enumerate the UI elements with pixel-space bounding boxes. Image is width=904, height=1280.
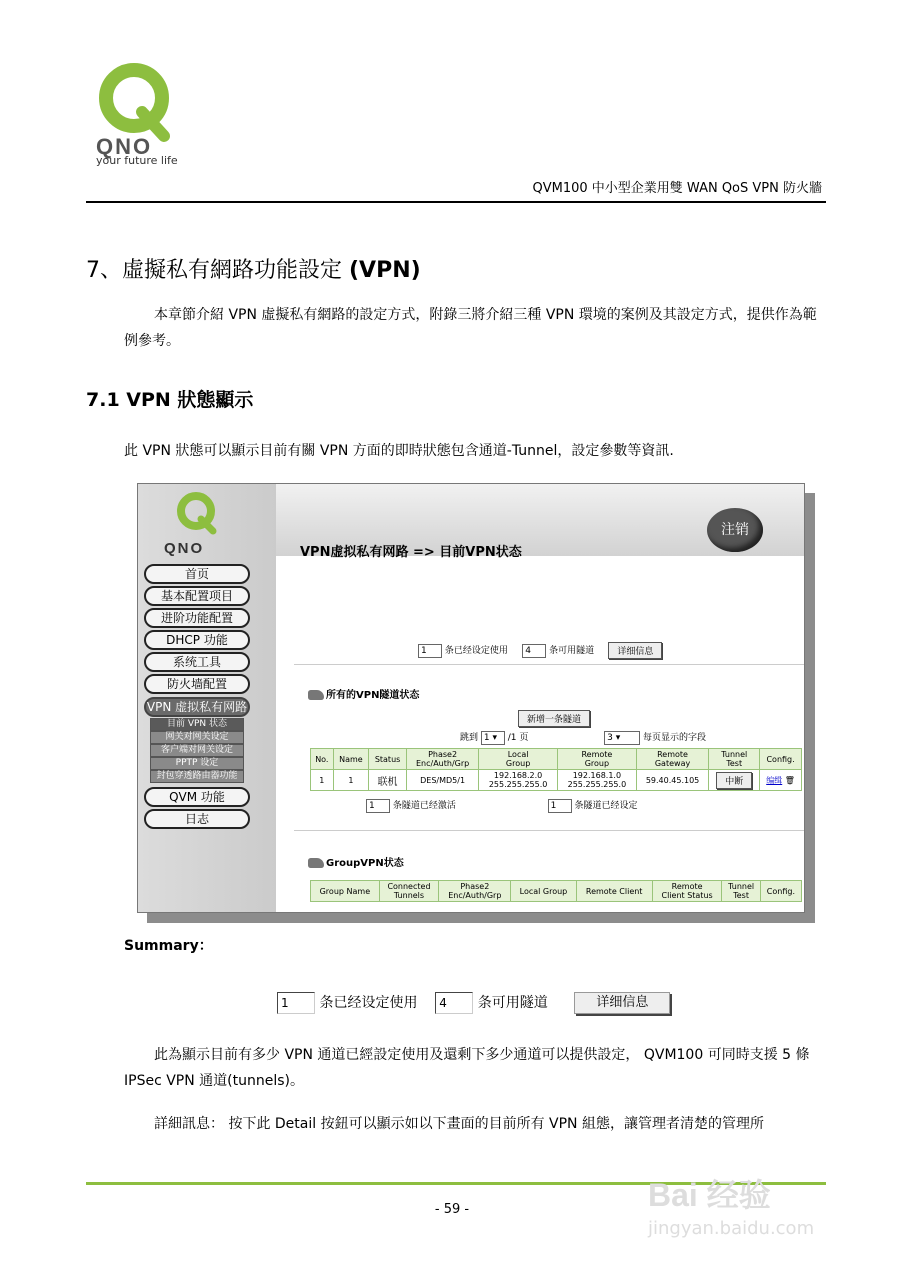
nav-tools[interactable]: 系统工具 (144, 652, 250, 672)
nav-dhcp[interactable]: DHCP 功能 (144, 630, 250, 650)
screenshot-summary-row (418, 642, 662, 659)
cell-remote-group: 192.168.1.0 255.255.255.0 (558, 770, 637, 791)
used-tunnels-label: 条已经设定使用 (444, 646, 508, 656)
page-heading: VPN虚拟私有网路 => 目前VPN状态 (300, 545, 522, 560)
section-description: 此 VPN 狀態可以顯示目前有關 VPN 方面的即時狀態包含通道-Tunnel，設定參數等資訊. (124, 443, 674, 459)
trash-icon[interactable]: 🗑 (784, 775, 795, 785)
watermark-url: jingyan.baidu.com (648, 1218, 815, 1239)
cell-local-group: 192.168.2.0 255.255.255.0 (479, 770, 558, 791)
used-tunnels-input[interactable]: 1 (277, 992, 315, 1014)
summary-description: 此為顯示目前有多少 VPN 通道已經設定使用及還剩下多少通道可以提供設定， QVM100 可同時支援 5 條 IPSec VPN 通道(tunnels)。 (124, 1047, 810, 1089)
col-remote-client: Remote Client (576, 881, 652, 902)
table-row (311, 770, 802, 791)
col-remote-client-status: Remote Client Status (652, 881, 722, 902)
nav-home[interactable]: 首页 (144, 564, 250, 584)
all-vpn-title-text: 所有的VPN隧道状态 (326, 690, 420, 701)
edit-link[interactable]: 编缉 (766, 775, 783, 785)
cell-tunnel-test (709, 770, 760, 791)
col-no: No. (311, 749, 334, 770)
section-title: 7.1 VPN 狀態顯示 (86, 389, 254, 411)
subnav-vpn-status[interactable]: 目前 VPN 状态 (150, 718, 244, 731)
col-local-group: Local Group (479, 749, 558, 770)
col-remote-gateway: Remote Gateway (636, 749, 708, 770)
nav-vpn[interactable]: VPN 虚拟私有网路 (144, 697, 250, 717)
tunnel-count-row (366, 798, 638, 813)
detail-button[interactable]: 详细信息 (574, 992, 670, 1014)
summary-label: Summary： (124, 938, 213, 954)
group-vpn-title (308, 854, 404, 869)
section-icon (308, 858, 324, 868)
col-tunnel-test: Tunnel Test (722, 881, 760, 902)
col-config: Config. (760, 881, 801, 902)
vpn-tunnel-table (310, 748, 802, 791)
col-local-group: Local Group (511, 881, 576, 902)
col-remote-group: Remote Group (558, 749, 637, 770)
disconnect-button[interactable]: 中断 (716, 772, 752, 789)
col-name: Name (333, 749, 368, 770)
detail-button[interactable]: 详细信息 (608, 642, 662, 659)
cell-remote-gateway: 59.40.45.105 (636, 770, 708, 791)
available-tunnels-input[interactable]: 4 (522, 644, 546, 658)
nav-log[interactable]: 日志 (144, 809, 250, 829)
cell-status: 联机 (369, 770, 407, 791)
add-tunnel-button[interactable]: 新增一条隧道 (518, 710, 590, 727)
available-tunnels-label: 条可用隧道 (549, 646, 595, 656)
group-vpn-title-text: GroupVPN状态 (326, 858, 404, 869)
nav-advanced[interactable]: 进阶功能配置 (144, 608, 250, 628)
cell-name: 1 (333, 770, 368, 791)
col-connected-tunnels: Connected Tunnels (379, 881, 439, 902)
section-icon (308, 690, 324, 700)
subnav-passthrough[interactable]: 封包穿透路由器功能 (150, 770, 244, 783)
nav-qvm[interactable]: QVM 功能 (144, 787, 250, 807)
vpn-status-screenshot (137, 483, 805, 913)
qno-logo-icon (168, 489, 228, 537)
page-total: /1 页 (507, 733, 529, 743)
set-tunnels-label: 条隧道已经设定 (574, 801, 638, 811)
active-tunnels-label: 条隧道已经激活 (392, 801, 456, 811)
set-tunnels-input[interactable]: 1 (548, 799, 572, 813)
document-title: QVM100 中小型企業用雙 WAN QoS VPN 防火牆 (532, 181, 822, 196)
used-tunnels-label: 条已经设定使用 (319, 995, 418, 1011)
chapter-suffix: (VPN) (349, 258, 421, 283)
subnav-client-to-gw[interactable]: 客户端对网关设定 (150, 744, 244, 757)
cell-config (760, 770, 802, 791)
cell-phase2: DES/MD5/1 (406, 770, 478, 791)
nav-firewall[interactable]: 防火墙配置 (144, 674, 250, 694)
separator (294, 830, 804, 831)
logo-word: QNO (164, 540, 205, 557)
page-number: - 59 - (434, 1202, 470, 1217)
separator (294, 664, 804, 665)
logo-tagline: your future life (96, 154, 178, 167)
table-header-row (311, 881, 802, 902)
subnav-pptp[interactable]: PPTP 设定 (150, 757, 244, 770)
col-phase2: Phase2 Enc/Auth/Grp (439, 881, 511, 902)
jump-label: 跳到 (460, 733, 479, 743)
nav-basic[interactable]: 基本配置项目 (144, 586, 250, 606)
pagination-row (460, 730, 706, 745)
cell-no: 1 (311, 770, 334, 791)
available-tunnels-label: 条可用隧道 (477, 995, 548, 1011)
active-tunnels-input[interactable]: 1 (366, 799, 390, 813)
per-page-value: 3 (607, 732, 613, 743)
used-tunnels-input[interactable]: 1 (418, 644, 442, 658)
summary-example-row (277, 992, 670, 1014)
table-header-row (311, 749, 802, 770)
subnav-gw-to-gw[interactable]: 网关对网关设定 (150, 731, 244, 744)
header-divider (86, 201, 826, 203)
col-config: Config. (760, 749, 802, 770)
logo-word: QNO (96, 134, 153, 159)
chapter-title (86, 253, 421, 284)
col-tunnel-test: Tunnel Test (709, 749, 760, 770)
available-tunnels-input[interactable]: 4 (435, 992, 473, 1014)
group-vpn-table (310, 880, 802, 902)
watermark-logo: Bai 经验 (648, 1177, 771, 1213)
page-select-value: 1 (483, 732, 490, 743)
col-group-name: Group Name (311, 881, 380, 902)
detail-description: 詳細訊息： 按下此 Detail 按鈕可以顯示如以下畫面的目前所有 VPN 組態，讓管理者清楚的管理所 (154, 1116, 764, 1132)
per-page-label: 每页显示的字段 (643, 733, 707, 743)
page-select[interactable]: 1 ▾ (481, 731, 505, 745)
per-page-select[interactable]: 3 ▾ (604, 731, 640, 745)
chapter-number: 7、虛擬私有網路功能設定 (86, 258, 342, 283)
logout-button[interactable]: 注销 (707, 508, 763, 552)
all-vpn-title (308, 686, 419, 701)
chapter-intro: 本章節介紹 VPN 虛擬私有網路的設定方式，附錄三將介紹三種 VPN 環境的案例及其設定方式，提供作為範例參考。 (124, 307, 817, 349)
col-status: Status (369, 749, 407, 770)
col-phase2: Phase2 Enc/Auth/Grp (406, 749, 478, 770)
